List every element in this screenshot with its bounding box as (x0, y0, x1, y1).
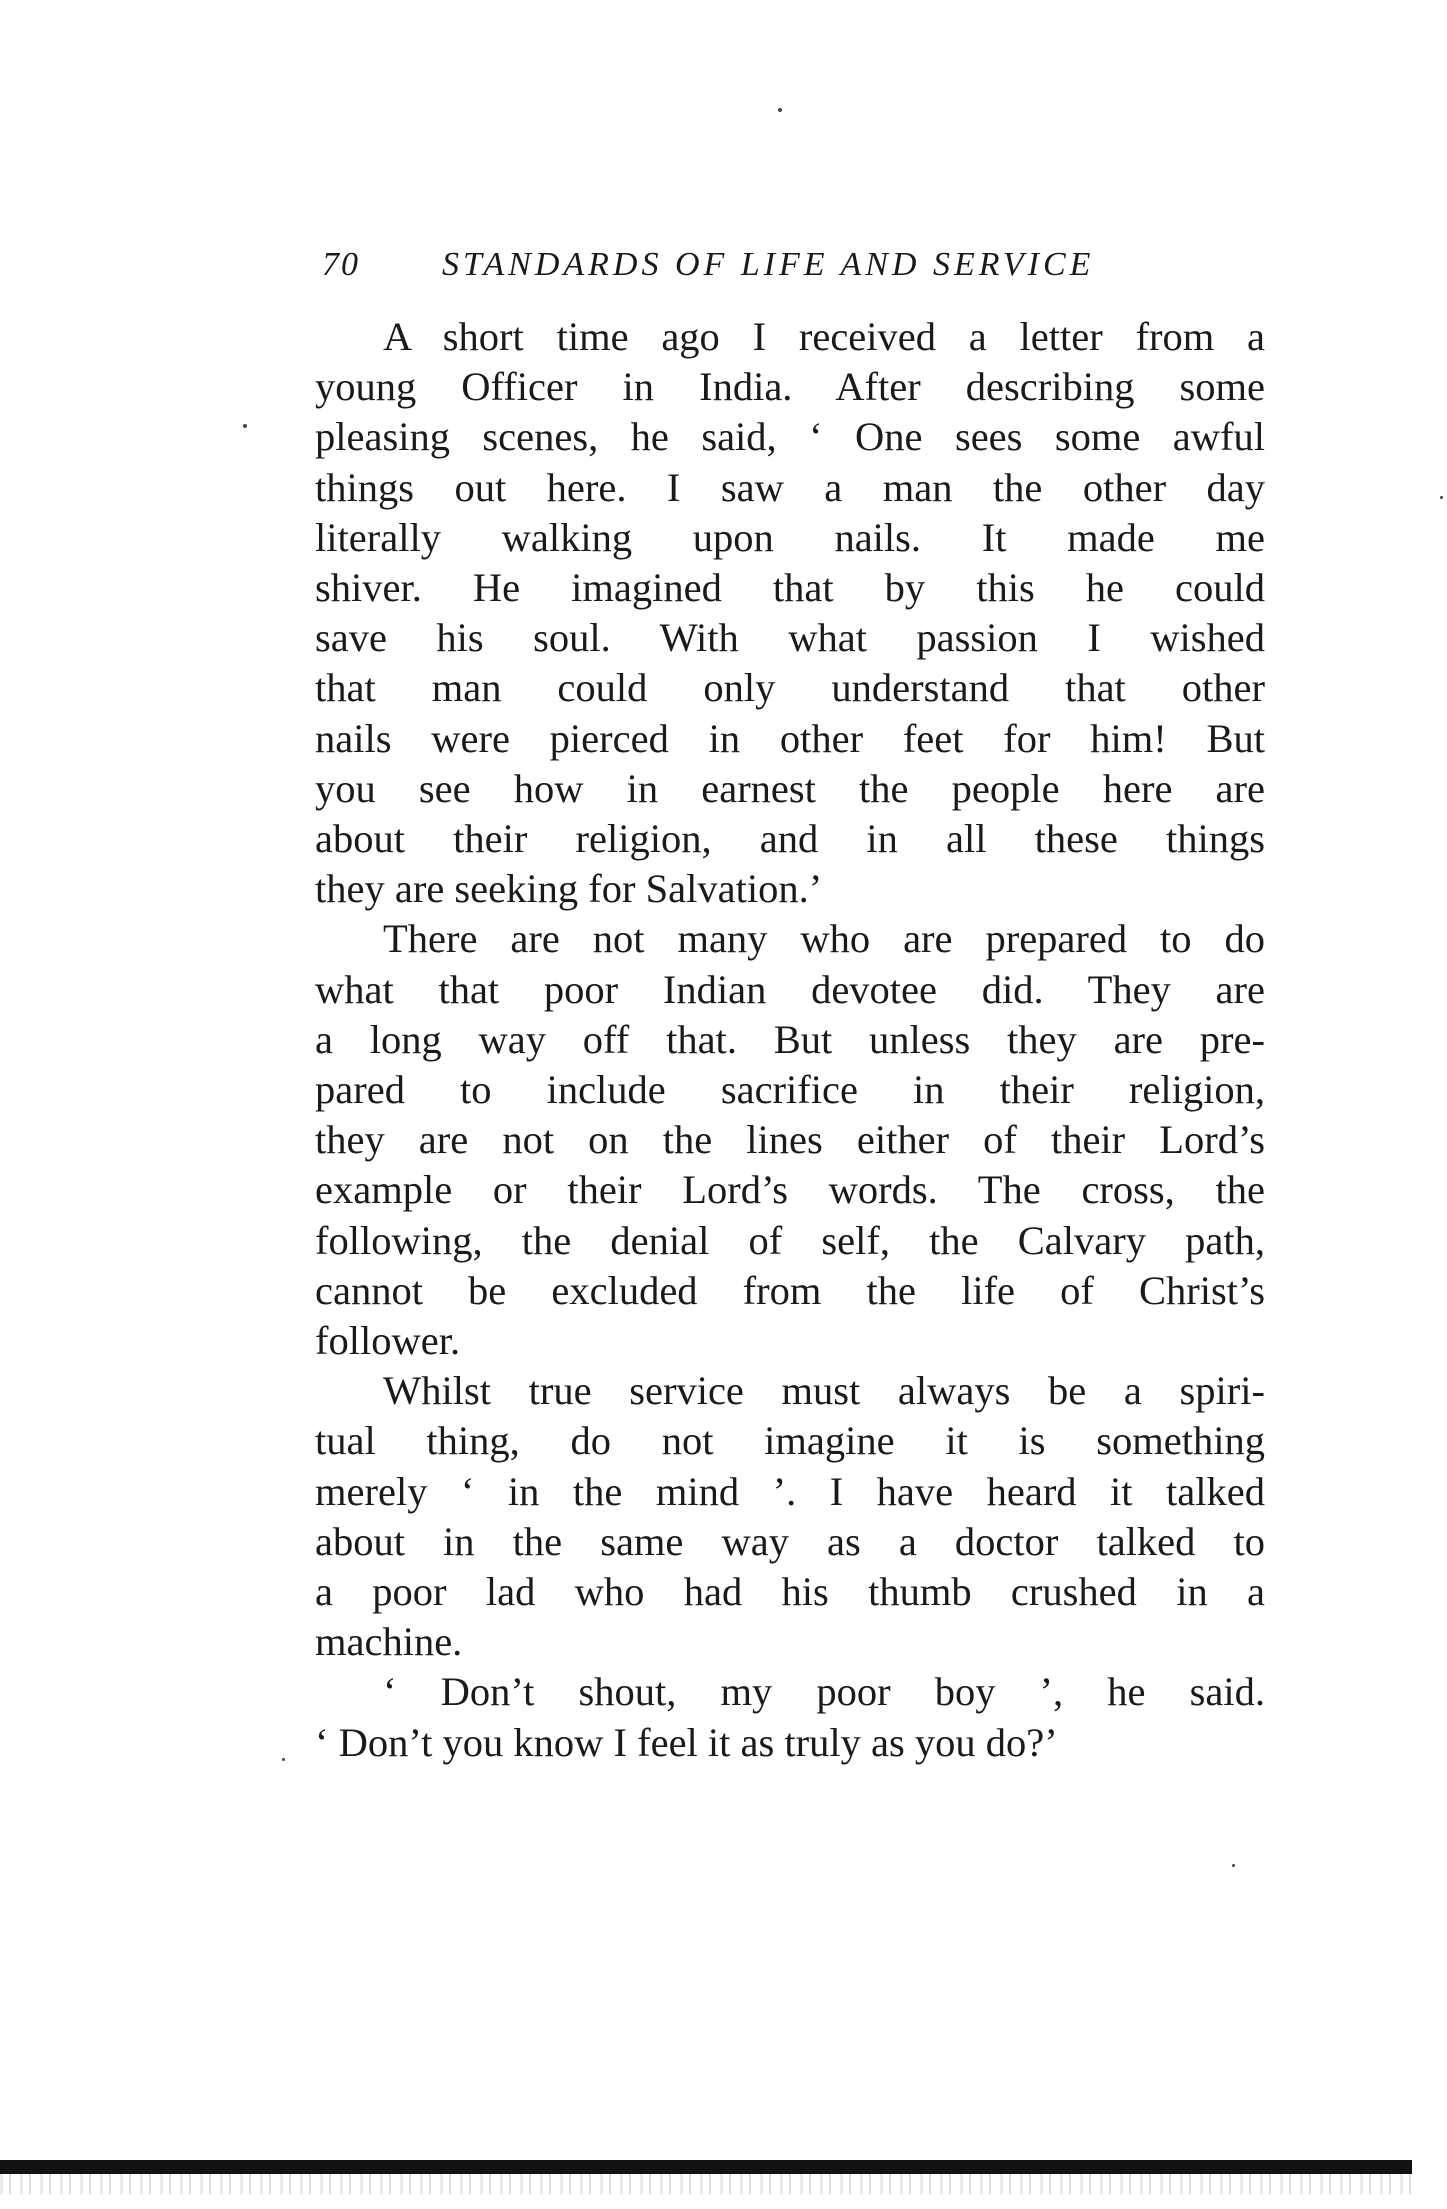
scan-speck (1440, 496, 1443, 499)
body-text (315, 312, 1265, 1768)
text-line: save his soul. With what passion I wished (315, 615, 1265, 661)
text-line: shiver. He imagined that by this he could (315, 565, 1265, 611)
page-number: 70 (322, 246, 360, 283)
text-line: cannot be excluded from the life of Christ’s (315, 1267, 1265, 1313)
paragraph (315, 914, 1265, 1366)
scan-speck (282, 1758, 285, 1761)
text-line: pared to include sacrifice in their religion, (315, 1067, 1265, 1113)
text-line: example or their Lord’s words. The cross, the (315, 1167, 1265, 1213)
text-line: following, the denial of self, the Calvary path, (315, 1217, 1265, 1263)
text-line: tual thing, do not imagine it is something (315, 1418, 1265, 1464)
scan-edge-noise (0, 2174, 1412, 2194)
text-line: you see how in earnest the people here are (315, 765, 1265, 811)
text-line: about their religion, and in all these things (315, 816, 1265, 862)
page-header (322, 232, 1272, 292)
text-line: A short time ago I received a letter from a (383, 314, 1265, 359)
paragraph (315, 1366, 1265, 1667)
text-line: merely ‘ in the mind ’. I have heard it talked (315, 1468, 1265, 1514)
text-line: about in the same way as a doctor talked to (315, 1518, 1265, 1564)
scan-speck (243, 424, 247, 428)
paragraph (315, 312, 1265, 914)
text-line: machine. (315, 1619, 463, 1665)
text-line: they are not on the lines either of their Lord’s (315, 1117, 1265, 1163)
text-line: There are not many who are prepared to do (383, 916, 1265, 962)
text-line: follower. (315, 1318, 461, 1364)
text-line: what that poor Indian devotee did. They are (315, 966, 1265, 1012)
page-bottom-rule (0, 2160, 1412, 2174)
text-line: literally walking upon nails. It made me (315, 514, 1265, 560)
paragraph (315, 1667, 1265, 1767)
text-line: that man could only understand that other (315, 665, 1265, 711)
running-title: STANDARDS OF LIFE AND SERVICE (442, 246, 1095, 283)
text-line: Whilst true service must always be a spiri- (383, 1368, 1265, 1414)
text-line: a poor lad who had his thumb crushed in a (315, 1569, 1265, 1615)
text-line: things out here. I saw a man the other day (315, 464, 1265, 510)
text-line: ‘ Don’t you know I feel it as truly as you do?’ (315, 1719, 1058, 1765)
text-line: ‘ Don’t shout, my poor boy ’, he said. (383, 1669, 1265, 1715)
scan-speck (778, 108, 782, 112)
text-line: pleasing scenes, he said, ‘ One sees some awful (315, 414, 1265, 460)
text-line: a long way off that. But unless they are pre- (315, 1016, 1265, 1062)
text-line: they are seeking for Salvation.’ (315, 866, 823, 912)
text-line: young Officer in India. After describing some (315, 364, 1265, 410)
scan-speck (1232, 1864, 1235, 1867)
text-line: nails were pierced in other feet for him! But (315, 715, 1265, 761)
